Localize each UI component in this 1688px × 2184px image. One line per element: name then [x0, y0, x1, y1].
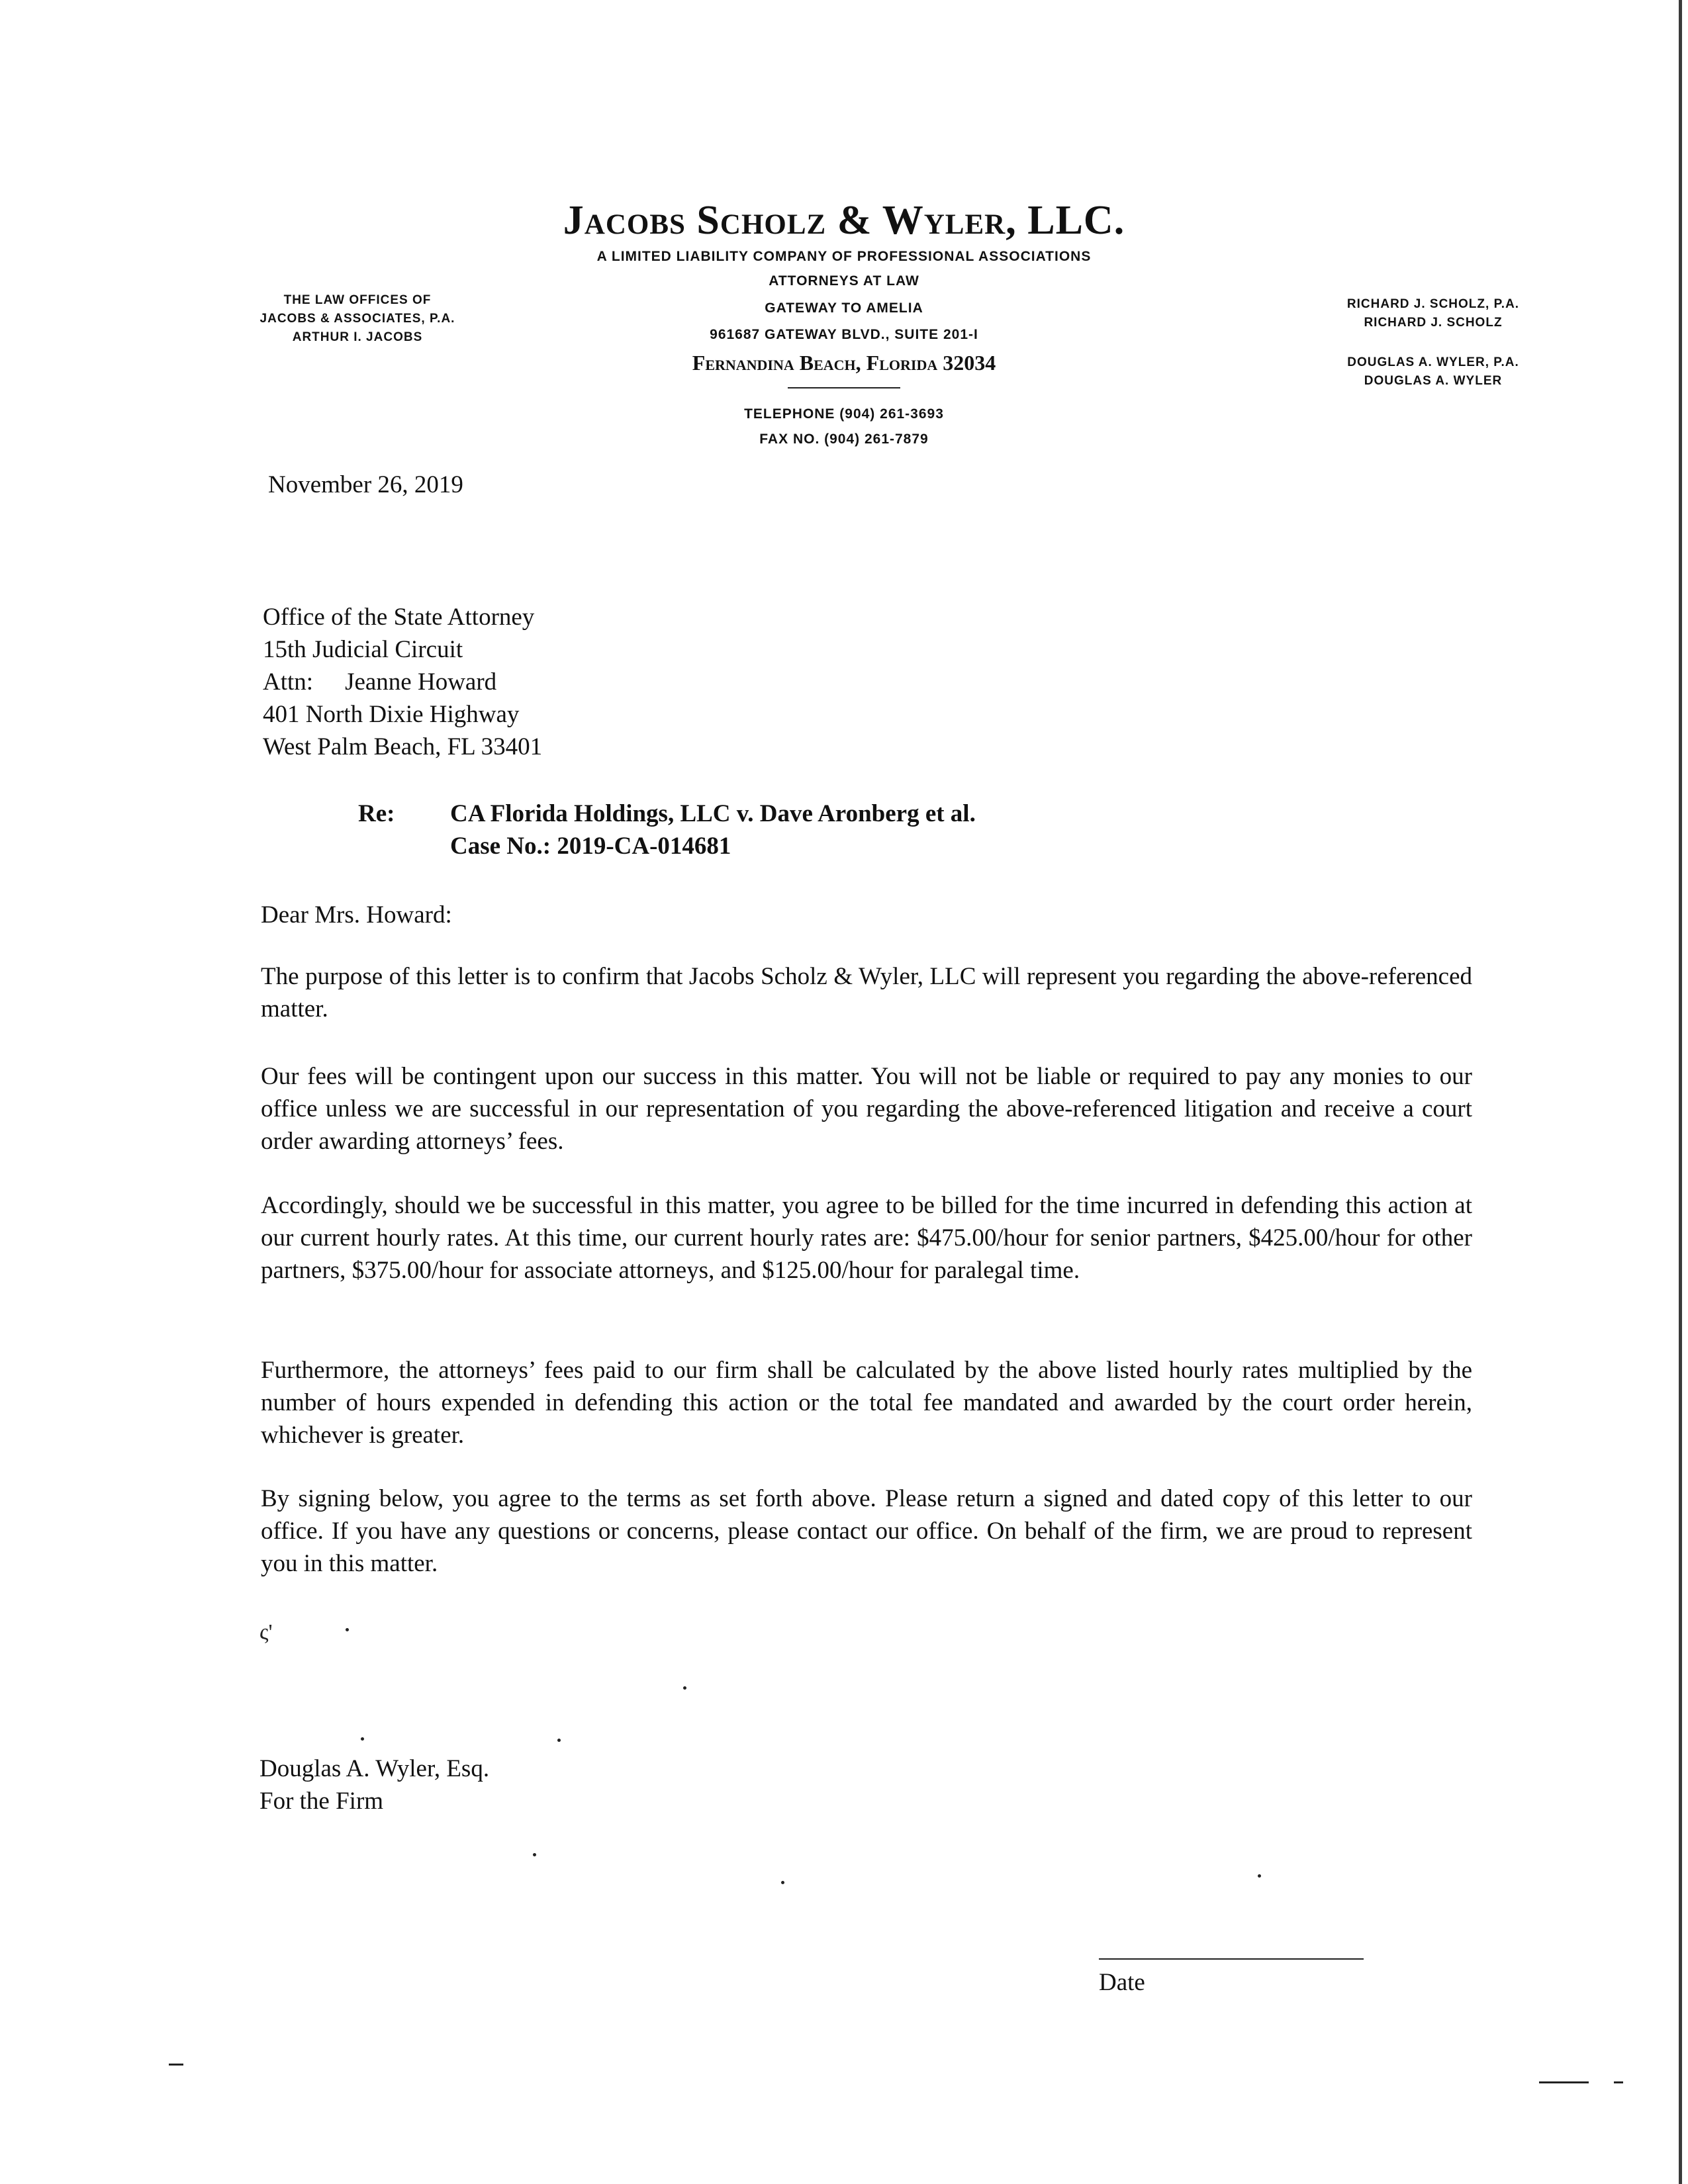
- re-label: Re:: [358, 800, 395, 827]
- re-case-number: Case No.: 2019-CA-014681: [450, 833, 731, 860]
- body-paragraph: By signing below, you agree to the terms as set forth above. Please return a signed and dated copy of this letter to our office. If you have any questions or concerns, please contact our office. On behalf of the firm, we are proud to represent you in this matter.: [261, 1485, 1472, 1577]
- date-signature-line: [1099, 1958, 1364, 1960]
- recipient-address: [263, 601, 542, 763]
- firm-name: Jacobs Scholz & Wyler, LLC.: [563, 198, 1125, 243]
- signer-block: [259, 1752, 489, 1817]
- firm-city-line: Fernandina Beach, Florida 32034: [692, 351, 996, 375]
- firm-subtitle: A LIMITED LIABILITY COMPANY OF PROFESSIONAL ASSOCIATIONS: [596, 249, 1092, 264]
- scan-speck: [683, 1686, 686, 1690]
- salutation: Dear Mrs. Howard:: [261, 901, 452, 929]
- scan-mark: [1614, 2081, 1623, 2083]
- firm-practice: ATTORNEYS AT LAW: [769, 273, 919, 289]
- signer-name: Douglas A. Wyler, Esq.: [259, 1755, 490, 1782]
- body-paragraph: Accordingly, should we be successful in this matter, you agree to be billed for the time incurred in defending this action at our current hourly rates. At this time, our current hourly rates are: $475.00/hour for senior partners, $425.00/hour for other partners, $375.00/hour for associate attorneys, and $125.00/hour for paralegal time.: [261, 1192, 1472, 1284]
- body-paragraph: Our fees will be contingent upon our success in this matter. You will not be liable or required to pay any monies to our office unless we are successful in our representation of you regarding the above-referenced litigation and receive a court order awarding attorneys’ fees.: [261, 1063, 1472, 1155]
- left-block-line: THE LAW OFFICES OF: [283, 293, 432, 307]
- scan-speck: [346, 1628, 349, 1631]
- scan-speck: [557, 1739, 561, 1742]
- letterhead-left-block: [165, 291, 549, 347]
- partner1-name: RICHARD J. SCHOLZ: [1364, 316, 1503, 330]
- recipient-line: West Palm Beach, FL 33401: [263, 733, 543, 760]
- partner1-firm: RICHARD J. SCHOLZ, P.A.: [1346, 297, 1520, 311]
- body-paragraph: Furthermore, the attorneys’ fees paid to our firm shall be calculated by the above listed hourly rates multiplied by the number of hours expended in defending this action or the total fee mandated and awarded by the court order herein, whichever is greater.: [261, 1357, 1472, 1449]
- date-label: Date: [1099, 1969, 1145, 1996]
- scan-speck: [533, 1853, 536, 1856]
- recipient-line: 401 North Dixie Highway: [263, 701, 520, 728]
- partner2-firm: DOUGLAS A. WYLER, P.A.: [1347, 355, 1519, 369]
- partner2-name: DOUGLAS A. WYLER: [1364, 374, 1503, 388]
- letterhead-divider: [788, 387, 900, 388]
- signer-title: For the Firm: [259, 1788, 384, 1815]
- scan-speck: [1258, 1874, 1261, 1878]
- scan-mark: [1539, 2081, 1589, 2083]
- letterhead-right-block: [1268, 295, 1599, 390]
- scan-speck: [361, 1737, 364, 1741]
- attn-name: Jeanne Howard: [345, 668, 497, 696]
- scan-mark: [169, 2064, 183, 2066]
- recipient-attn: [263, 666, 542, 698]
- firm-street: 961687 GATEWAY BLVD., SUITE 201-I: [710, 327, 978, 342]
- scan-speck: [781, 1881, 784, 1884]
- firm-telephone: TELEPHONE (904) 261-3693: [744, 406, 944, 422]
- left-block-line: JACOBS & ASSOCIATES, P.A.: [259, 312, 455, 326]
- re-case-title: CA Florida Holdings, LLC v. Dave Aronberg et al.: [450, 800, 976, 827]
- re-subject: [450, 797, 976, 862]
- body-paragraph: The purpose of this letter is to confirm that Jacobs Scholz & Wyler, LLC will represent you regarding the above-referenced matter.: [261, 963, 1472, 1023]
- signature-mark: ς': [259, 1620, 273, 1645]
- scan-edge-shadow: [1679, 0, 1682, 2184]
- recipient-line: Office of the State Attorney: [263, 604, 535, 631]
- firm-fax: FAX NO. (904) 261-7879: [759, 432, 929, 447]
- letter-date: November 26, 2019: [268, 471, 463, 498]
- recipient-line: 15th Judicial Circuit: [263, 636, 463, 663]
- attn-label: Attn:: [263, 668, 314, 696]
- firm-location-name: GATEWAY TO AMELIA: [765, 300, 923, 316]
- left-block-line: ARTHUR I. JACOBS: [292, 330, 423, 344]
